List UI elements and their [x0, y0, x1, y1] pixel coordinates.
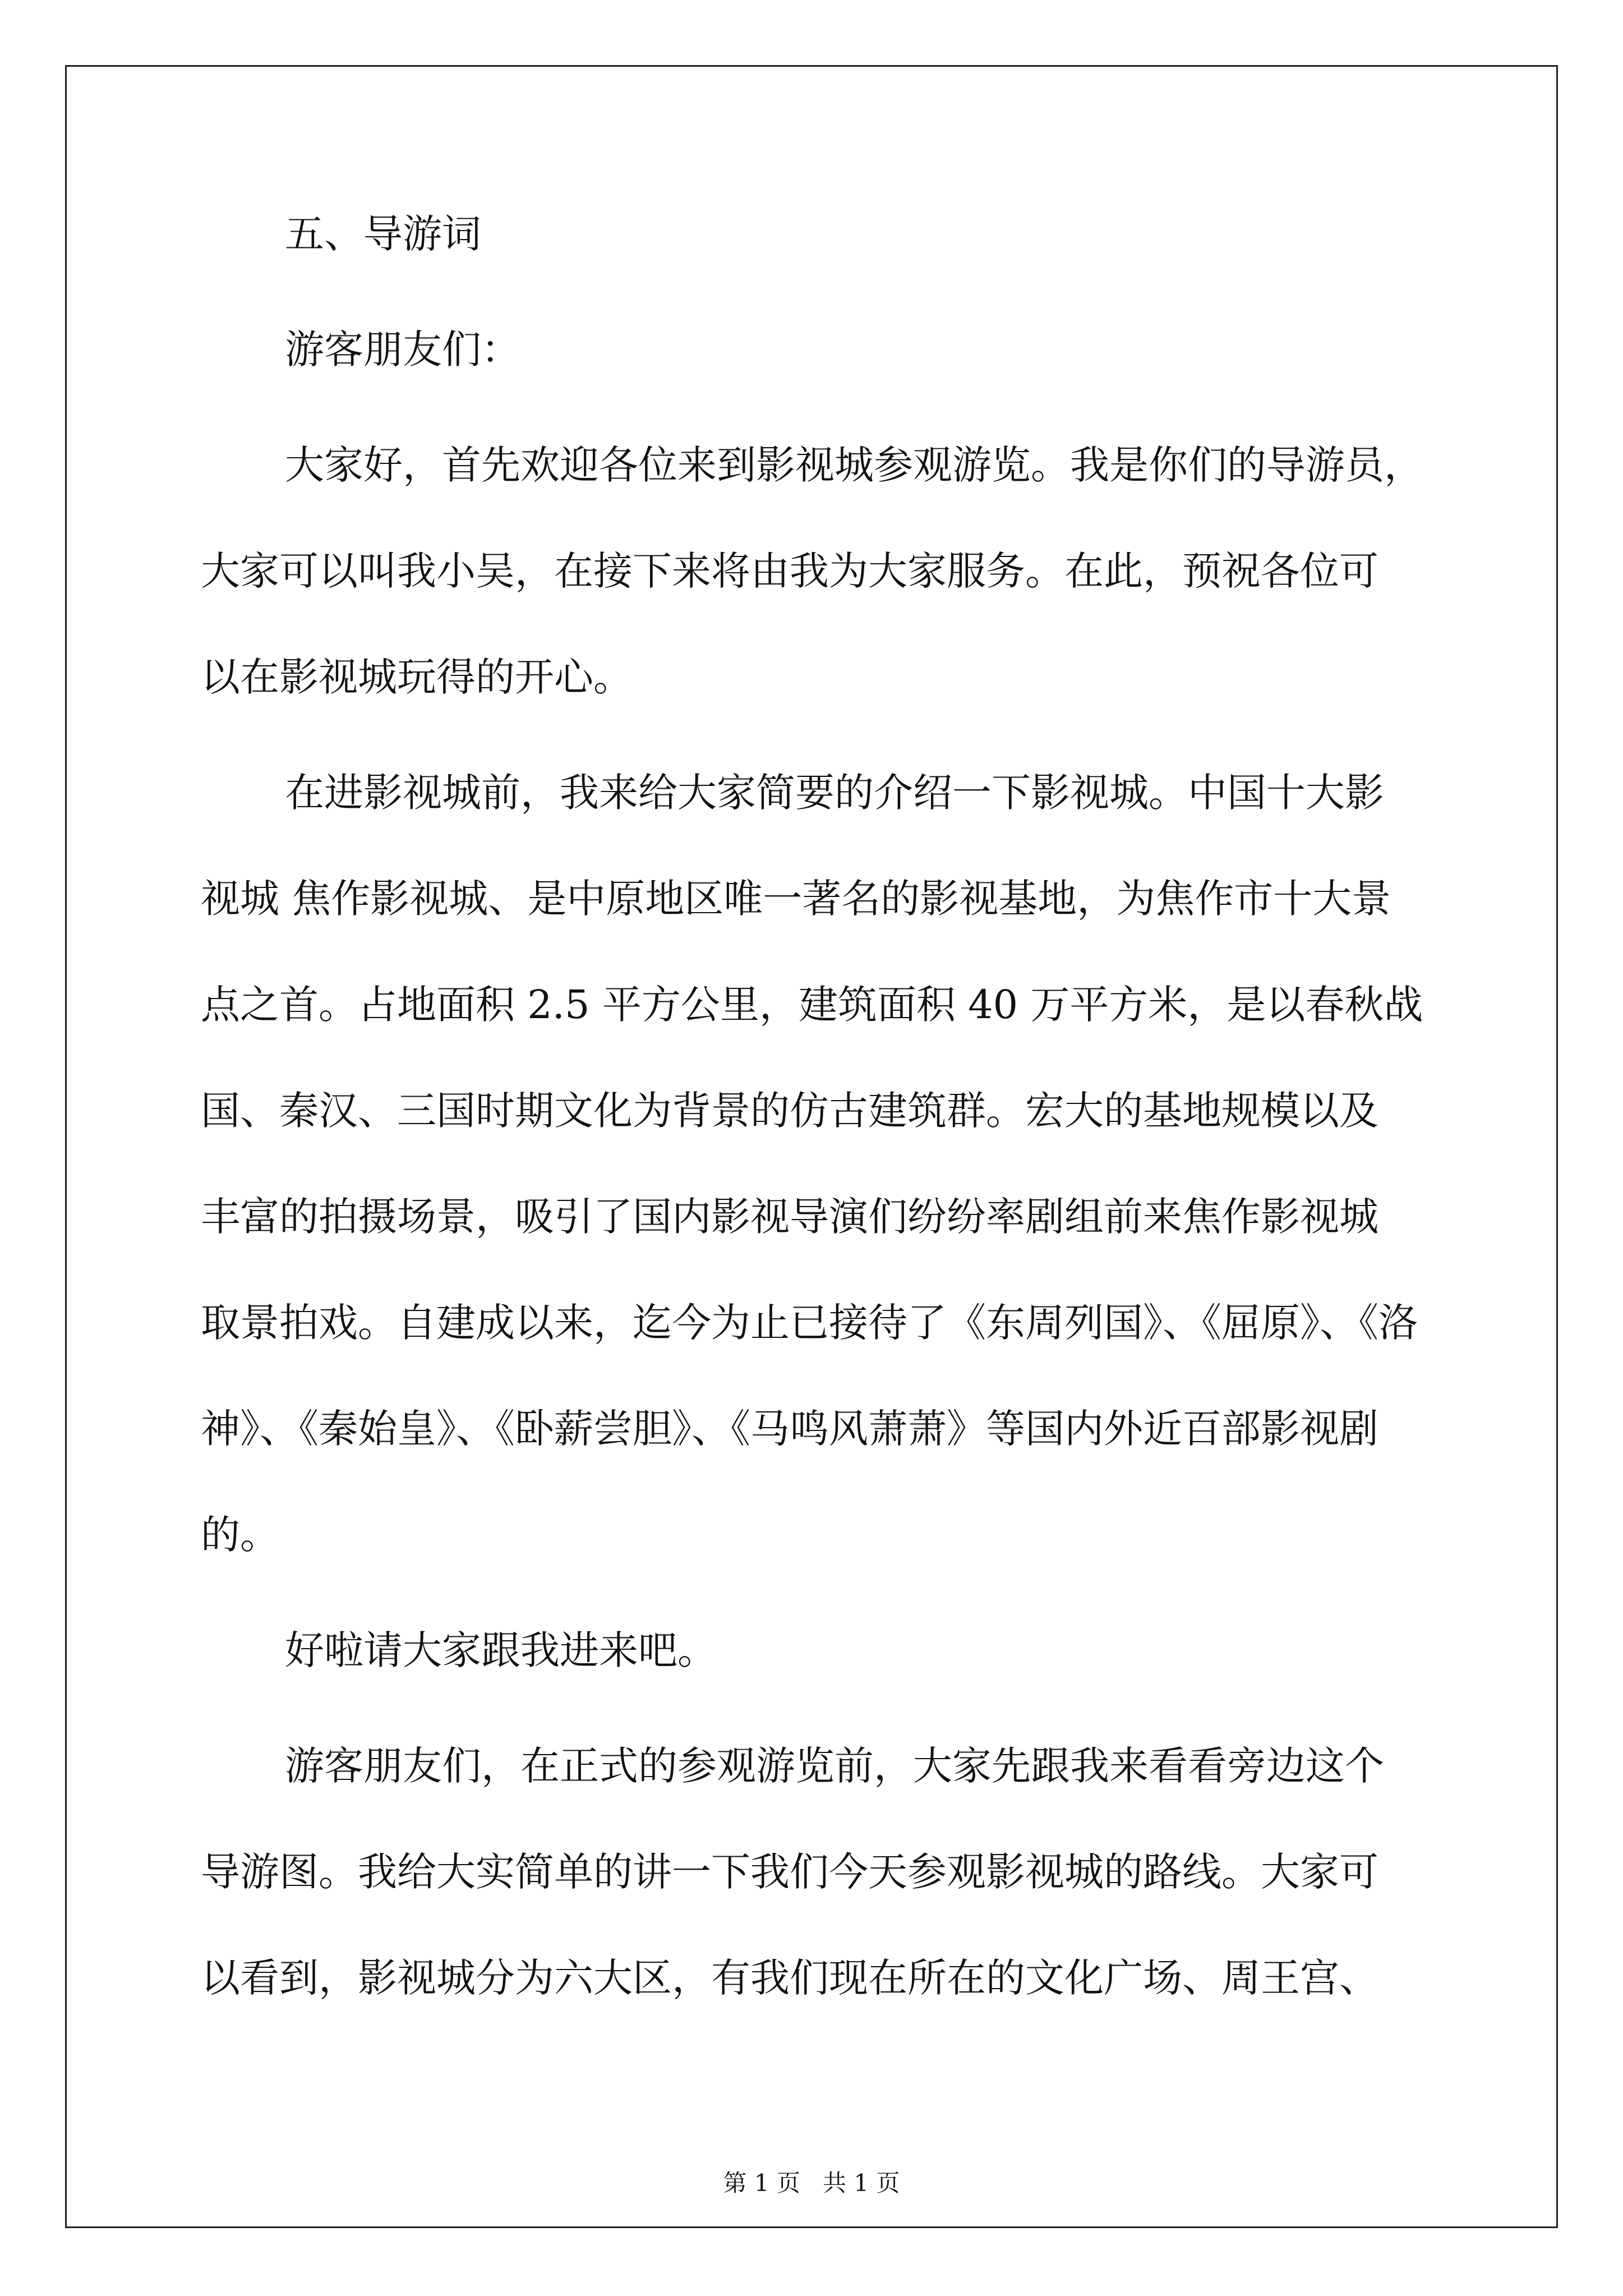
- paragraph-line: 取景拍戏。自建成以来，迄今为止已接待了《东周列国》、《屈原》、《洛: [201, 1300, 1418, 1346]
- paragraph-line: 以在影视城玩得的开心。: [201, 654, 633, 700]
- paragraph-greeting: [201, 326, 1435, 372]
- paragraph-introduction: [201, 772, 1435, 1556]
- paragraph-route: [201, 1745, 1435, 1999]
- paragraph-line: 大家可以叫我小吴，在接下来将由我为大家服务。在此，预祝各位可: [201, 548, 1378, 594]
- paragraph-line: 大家好，首先欢迎各位来到影视城参观游览。我是你们的导游员，: [285, 442, 1423, 488]
- paragraph-line: 国、秦汉、三国时期文化为背景的仿古建筑群。宏大的基地规模以及: [201, 1088, 1378, 1134]
- paragraph-line: 游客朋友们，在正式的参观游览前，大家先跟我来看看旁边这个: [285, 1743, 1384, 1789]
- document-body: [201, 213, 1435, 2073]
- paragraph-welcome: [201, 444, 1435, 698]
- section-heading: 五、导游词: [285, 211, 481, 257]
- paragraph-line: 以看到，影视城分为六大区，有我们现在所在的文化广场、周王宫、: [201, 1955, 1378, 2001]
- paragraph-line: 点之首。占地面积 2.5 平方公里，建筑面积 40 万平方米，是以春秋战: [201, 982, 1423, 1028]
- paragraph-line: 视城 焦作影视城、是中原地区唯一著名的影视基地，为焦作市十大景: [201, 876, 1391, 922]
- paragraph-line: 好啦请大家跟我进来吧。: [285, 1627, 717, 1673]
- paragraph-invitation: [201, 1627, 1435, 1673]
- paragraph-line: 在进影视城前，我来给大家简要的介绍一下影视城。中国十大影: [285, 770, 1384, 816]
- paragraph-line: 丰富的拍摄场景，吸引了国内影视导演们纷纷率剧组前来焦作影视城: [201, 1194, 1378, 1240]
- paragraph-line: 的。: [201, 1512, 279, 1558]
- paragraph-line: 导游图。我给大实简单的讲一下我们今天参观影视城的路线。大家可: [201, 1849, 1378, 1895]
- paragraph-line: 神》、《秦始皇》、《卧薪尝胆》、《马鸣风萧萧》等国内外近百部影视剧: [201, 1406, 1378, 1452]
- paragraph-line: 游客朋友们：: [285, 326, 520, 372]
- page-footer: 第 1 页 共 1 页: [723, 2169, 900, 2197]
